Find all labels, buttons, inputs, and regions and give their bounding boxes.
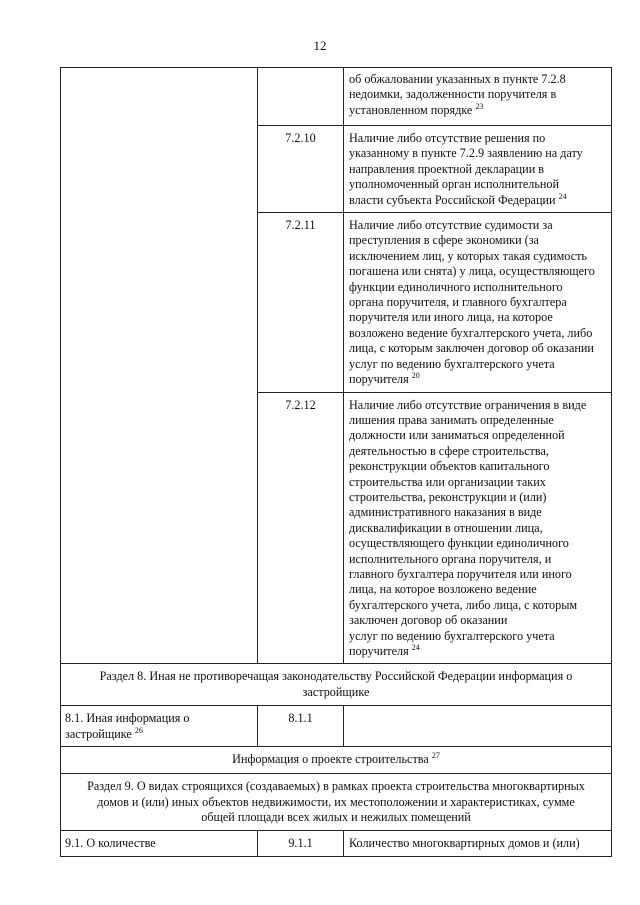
label-cell: 8.1. Иная информация о застройщике $^{26}$ (61, 706, 258, 747)
code-cell: 7.2.11 (258, 213, 344, 392)
page-number: 12 (313, 38, 327, 53)
empty-cell (61, 392, 258, 664)
text-cell (344, 706, 612, 747)
table-row (61, 126, 612, 213)
section-heading-cell: Раздел 9. О видах строящихся (создаваемых) в рамках проекта строительства многоквартирных домов и (или) иных объектов недвижимости, их местоположении и характеристиках, сумме общей площади всех жилых и нежилых помещений (61, 774, 612, 831)
table-row (61, 392, 612, 664)
code-cell: 7.2.12 (258, 392, 344, 664)
section-heading-cell: Раздел 8. Иная не противоречащая законодательству Российской Федерации информация о застройщике (61, 664, 612, 706)
text-cell: Наличие либо отсутствие ограничения в виде лишения права занимать определенные должности или заниматься определенной деятельностью в сфере строительства, реконструкции объектов капитального строительства или организации таких строительства, реконструкции и (или) административного наказания в виде дисквалификации в отношении лица, осуществляющего функции единоличного исполнительного органа поручителя, и главного бухгалтера поручителя или иного лица, на которое возложено ведение бухгалтерского учета, либо лица, с которым заключен договор об оказании услуг по ведению бухгалтерского учета поручителя $^{24}$ (344, 392, 612, 664)
text-cell: Количество многоквартирных домов и (или) (344, 831, 612, 857)
empty-cell (61, 213, 258, 392)
table-row (61, 68, 612, 126)
empty-cell (61, 68, 258, 126)
text-cell: Наличие либо отсутствие решения по указанному в пункте 7.2.9 заявлению на дату направления проектной декларации в уполномоченный орган исполнительной власти субъекта Российской Федерации $^{24}$ (344, 126, 612, 213)
footnote-ref: 23 (475, 101, 484, 111)
code-cell: 7.2.10 (258, 126, 344, 213)
table-row (61, 213, 612, 392)
text-cell: об обжаловании указанных в пункте 7.2.8 недоимки, задолженности поручителя в установленном порядке $^{23}$ (344, 68, 612, 126)
table-row (61, 706, 612, 747)
footnote-ref: 20 (411, 371, 420, 381)
empty-cell (61, 126, 258, 213)
section-9-heading (61, 774, 612, 831)
code-cell: 8.1.1 (258, 706, 344, 747)
declaration-table (60, 67, 612, 857)
project-info-heading (61, 747, 612, 774)
footnote-ref: 26 (134, 725, 143, 735)
section-8-heading (61, 664, 612, 706)
footnote-ref: 27 (431, 751, 440, 761)
section-heading-cell: Информация о проекте строительства $^{27}$ (61, 747, 612, 774)
code-cell (258, 68, 344, 126)
footnote-ref: 24 (558, 191, 567, 201)
text-cell: Наличие либо отсутствие судимости за преступления в сфере экономики (за исключением лиц, у которых такая судимость погашена или снята) у лица, осуществляющего функции единоличного исполнительного органа поручителя, и главного бухгалтера поручителя или иного лица, на которое возложено ведение бухгалтерского учета, либо лица, с которым заключен договор об оказании услуг по ведению бухгалтерского учета поручителя $^{20}$ (344, 213, 612, 392)
code-cell: 9.1.1 (258, 831, 344, 857)
footnote-ref: 24 (411, 642, 420, 652)
table-row (61, 831, 612, 857)
label-cell: 9.1. О количестве (61, 831, 258, 857)
